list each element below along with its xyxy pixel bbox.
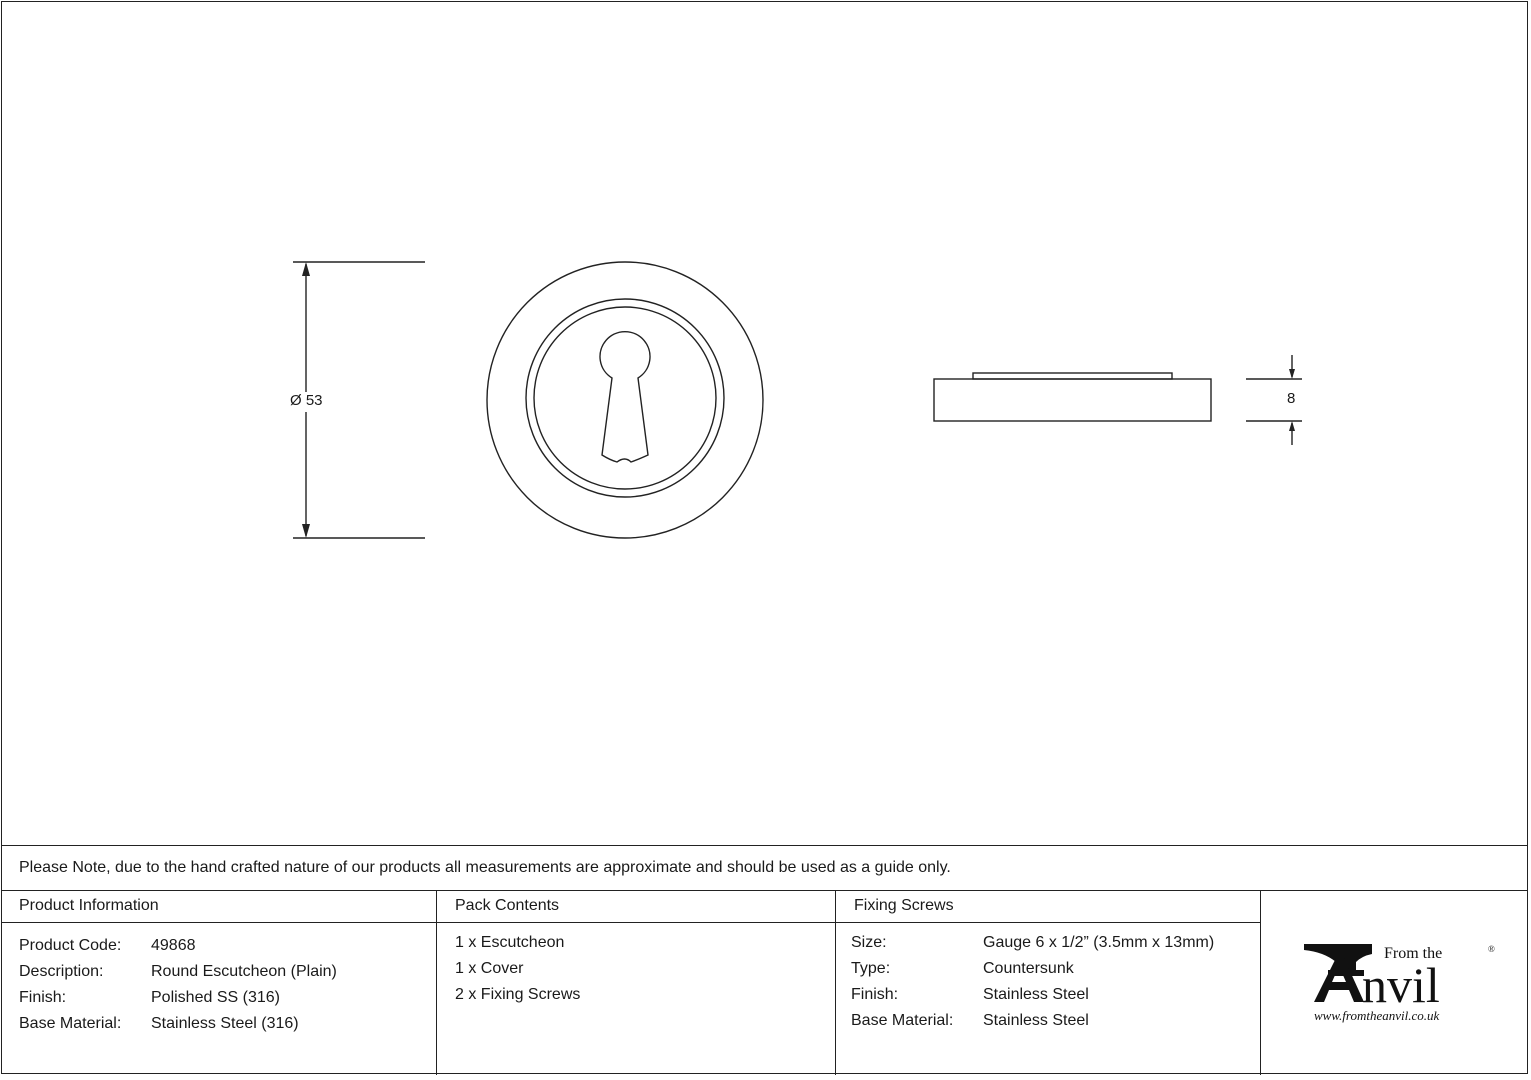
pack-contents-panel	[437, 891, 836, 1075]
info-row: Finish: Stainless Steel	[851, 986, 1089, 1003]
anvil-letter-a	[1314, 958, 1364, 1002]
logo-anvil-text: nvil	[1362, 957, 1440, 1013]
fixing-screws-panel	[836, 891, 1261, 1075]
dim-arrow-down	[302, 524, 310, 538]
pack-contents-list	[455, 930, 580, 1008]
info-row: Base Material: Stainless Steel	[851, 1012, 1089, 1029]
side-view-base	[934, 379, 1211, 421]
fixing-screws-rows	[851, 930, 1214, 1034]
product-information-header	[1, 891, 436, 923]
disclaimer-note	[1, 845, 1528, 891]
product-information-heading: Product Information	[19, 897, 159, 914]
info-row: Base Material: Stainless Steel (316)	[19, 1015, 299, 1032]
pack-contents-header	[437, 891, 835, 923]
product-information-panel	[1, 891, 437, 1075]
logo-url-text: www.fromtheanvil.co.uk	[1314, 1008, 1440, 1023]
fixing-screws-heading: Fixing Screws	[854, 897, 954, 914]
info-row: Description: Round Escutcheon (Plain)	[19, 963, 337, 980]
escutcheon-inner-ring	[526, 299, 724, 497]
list-item: 1 x Escutcheon	[455, 934, 565, 951]
info-row: Size: Gauge 6 x 1/2” (3.5mm x 13mm)	[851, 934, 1215, 951]
registered-mark: ®	[1488, 944, 1495, 954]
info-table	[1, 890, 1528, 1075]
from-the-anvil-logo	[1302, 940, 1497, 1030]
fixing-screws-header	[836, 891, 1260, 923]
pack-contents-heading: Pack Contents	[455, 897, 560, 914]
height-arrow-down	[1289, 369, 1295, 379]
list-item: 2 x Fixing Screws	[455, 986, 581, 1003]
height-arrow-up	[1289, 421, 1295, 431]
info-row: Finish: Polished SS (316)	[19, 989, 280, 1006]
disclaimer-text: Please Note, due to the hand crafted nature of our products all measurements are approximate and should be used as a guide only.	[19, 859, 951, 876]
side-view-cover	[973, 373, 1172, 379]
logo-from-the-text: From the	[1384, 945, 1443, 962]
diameter-label: Ø 53	[290, 392, 323, 409]
info-row: Type: Countersunk	[851, 960, 1074, 977]
dim-arrow-up	[302, 262, 310, 276]
list-item: 1 x Cover	[455, 960, 524, 977]
height-label: 8	[1287, 390, 1296, 407]
keyhole-outline	[600, 332, 650, 462]
escutcheon-center-plate	[534, 307, 716, 489]
info-row: Product Code: 49868	[19, 937, 196, 954]
product-information-rows	[19, 933, 337, 1037]
